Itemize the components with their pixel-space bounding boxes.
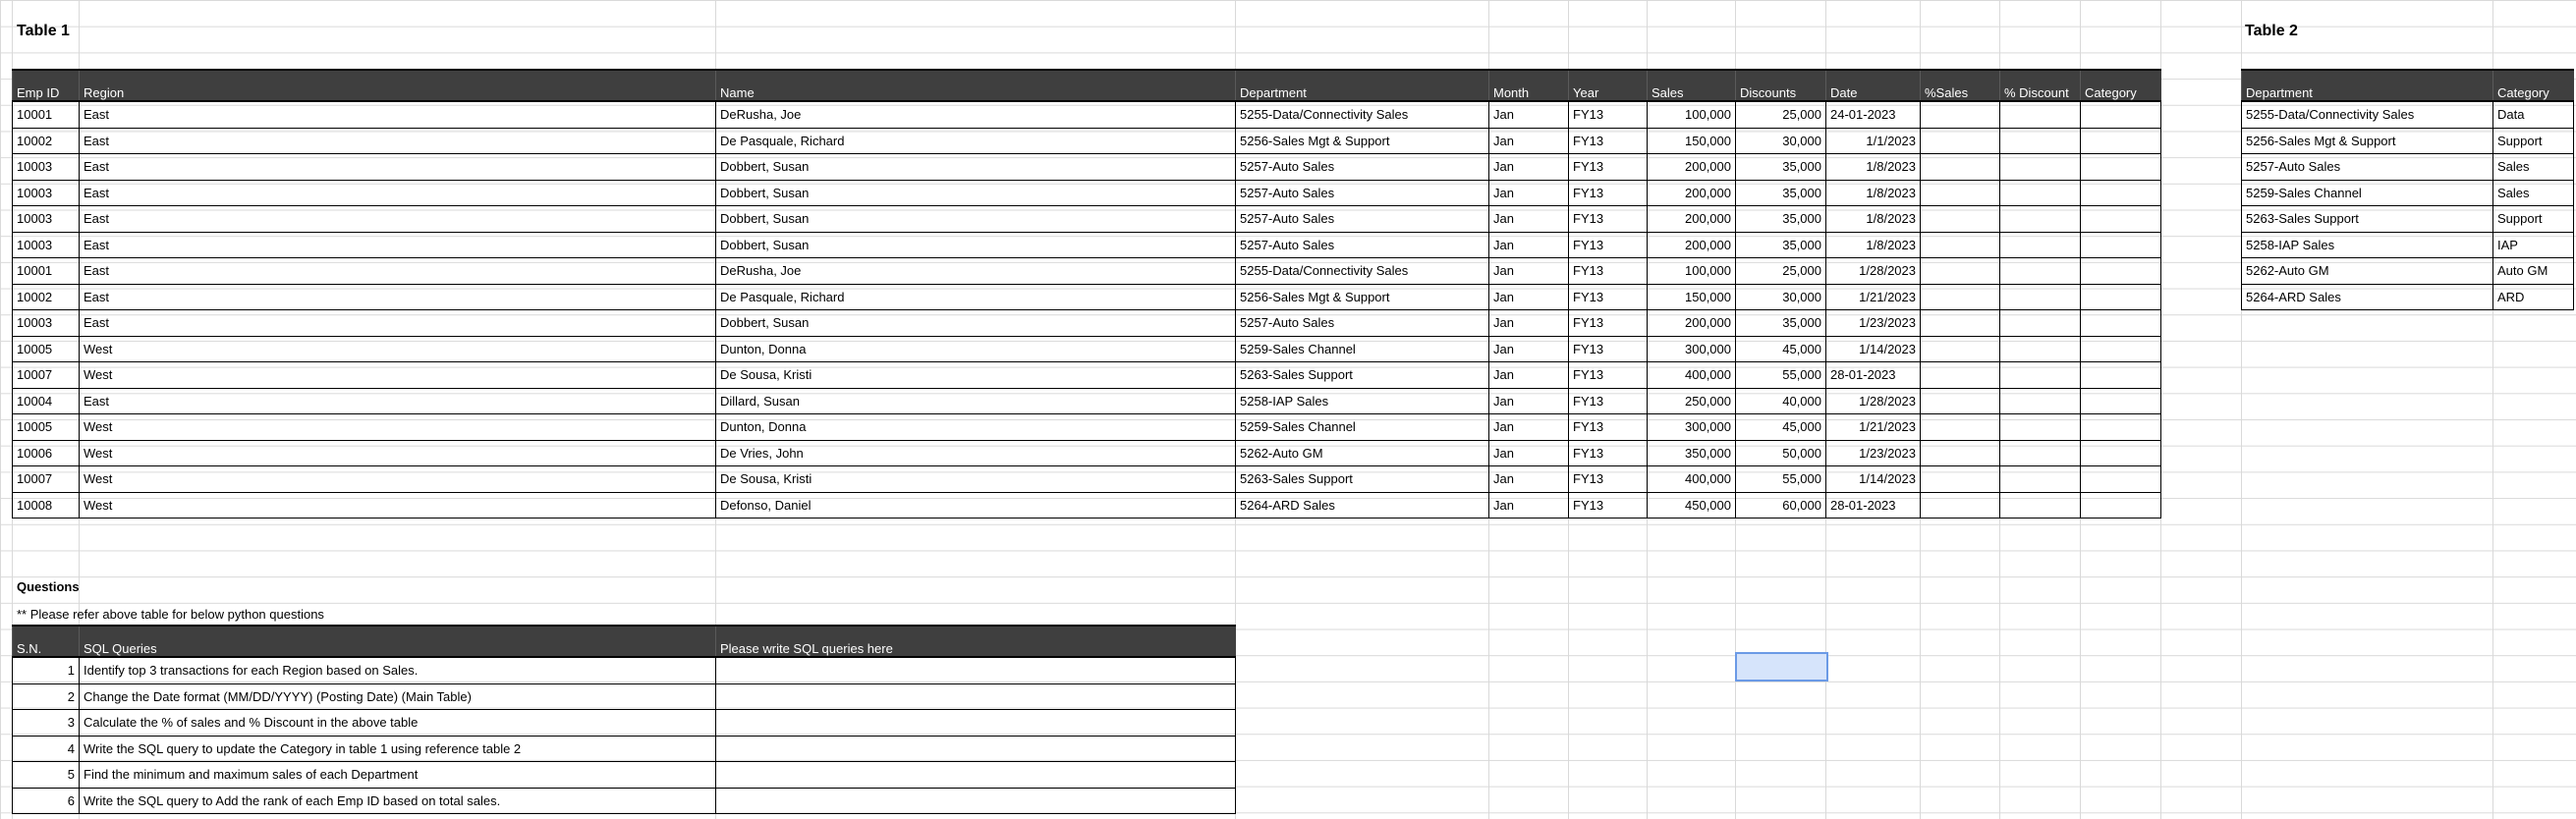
questions-cell[interactable]: Change the Date format (MM/DD/YYYY) (Posting Date) (Main Table) (80, 683, 716, 710)
table1-cell[interactable]: Jan (1489, 154, 1569, 181)
table1-cell[interactable] (2000, 180, 2081, 206)
table2-cell[interactable]: 5257-Auto Sales (2242, 154, 2493, 181)
questions-cell[interactable]: 4 (13, 736, 80, 762)
table1-cell[interactable]: Jan (1489, 440, 1569, 466)
table1-row (13, 258, 2161, 285)
table1-row (13, 284, 2161, 310)
table1-cell[interactable]: 35,000 (1736, 154, 1826, 181)
selected-cell[interactable] (1735, 652, 1828, 682)
table1-cell[interactable]: Jan (1489, 310, 1569, 337)
table1-cell[interactable]: FY13 (1569, 310, 1648, 337)
questions-row (13, 683, 1236, 710)
table1-row (13, 310, 2161, 337)
table1-cell[interactable]: East (80, 284, 716, 310)
table1-cell[interactable]: East (80, 388, 716, 414)
table1-cell[interactable] (2081, 388, 2161, 414)
table1-cell[interactable] (1921, 206, 2000, 233)
table2-cell[interactable]: ARD (2493, 284, 2574, 310)
table1-cell[interactable]: 35,000 (1736, 310, 1826, 337)
table1-cell[interactable]: FY13 (1569, 128, 1648, 154)
table2-cell[interactable]: Support (2493, 128, 2574, 154)
questions-row (13, 710, 1236, 737)
table1-cell[interactable]: 10001 (13, 258, 80, 285)
table1-cell[interactable]: West (80, 414, 716, 441)
questions-cell[interactable]: 6 (13, 788, 80, 814)
table1-cell[interactable] (1921, 388, 2000, 414)
table1-cell[interactable] (1921, 440, 2000, 466)
table1-cell[interactable]: Jan (1489, 414, 1569, 441)
table1-cell[interactable]: 150,000 (1648, 284, 1736, 310)
table1-cell[interactable]: 200,000 (1648, 232, 1736, 258)
table1-cell[interactable]: 40,000 (1736, 388, 1826, 414)
table1-cell[interactable]: 10005 (13, 336, 80, 362)
table1-cell[interactable]: 1/8/2023 (1826, 206, 1921, 233)
questions-cell[interactable]: Write the SQL query to Add the rank of each Emp ID based on total sales. (80, 788, 716, 814)
table1-header-discounts[interactable]: Discounts (1736, 70, 1826, 101)
questions-row (13, 657, 1236, 683)
table1-cell[interactable]: De Pasquale, Richard (716, 284, 1236, 310)
table2-row (2242, 232, 2574, 258)
table2-cell[interactable]: Support (2493, 206, 2574, 233)
table1-cell[interactable]: Jan (1489, 466, 1569, 493)
table1-cell[interactable]: 5262-Auto GM (1236, 440, 1489, 466)
table1-cell[interactable]: 10001 (13, 101, 80, 128)
table2-cell[interactable]: 5262-Auto GM (2242, 258, 2493, 285)
questions-row (13, 736, 1236, 762)
questions-row (13, 788, 1236, 814)
table1-cell[interactable]: 5259-Sales Channel (1236, 414, 1489, 441)
table1-row (13, 232, 2161, 258)
table1-cell[interactable]: 50,000 (1736, 440, 1826, 466)
table1-cell[interactable]: 55,000 (1736, 466, 1826, 493)
table2-cell[interactable]: Sales (2493, 154, 2574, 181)
table1-cell[interactable] (1921, 154, 2000, 181)
table1-cell[interactable]: 10003 (13, 154, 80, 181)
table1-cell[interactable]: Jan (1489, 388, 1569, 414)
table1-cell[interactable]: Jan (1489, 284, 1569, 310)
table1-cell[interactable]: 100,000 (1648, 101, 1736, 128)
questions-cell[interactable] (716, 736, 1236, 762)
table1-cell[interactable]: 5263-Sales Support (1236, 362, 1489, 389)
table1-cell[interactable]: 35,000 (1736, 206, 1826, 233)
table1-cell[interactable]: DeRusha, Joe (716, 258, 1236, 285)
table1-cell[interactable]: 400,000 (1648, 362, 1736, 389)
table1-cell[interactable]: 30,000 (1736, 128, 1826, 154)
table1-cell[interactable] (2081, 466, 2161, 493)
table1-cell[interactable]: Dunton, Donna (716, 336, 1236, 362)
table1-cell[interactable] (2000, 154, 2081, 181)
table1-cell[interactable]: East (80, 128, 716, 154)
table1-cell[interactable]: 300,000 (1648, 414, 1736, 441)
table1-header-date[interactable]: Date (1826, 70, 1921, 101)
table1-cell[interactable] (1921, 336, 2000, 362)
table1-cell[interactable]: 45,000 (1736, 414, 1826, 441)
questions-cell[interactable]: Calculate the % of sales and % Discount in the above table (80, 710, 716, 737)
table2-cell[interactable]: Data (2493, 101, 2574, 128)
table1-cell[interactable]: 1/14/2023 (1826, 336, 1921, 362)
table1-cell[interactable] (2000, 284, 2081, 310)
questions-label: Questions (17, 579, 80, 594)
table1-row (13, 206, 2161, 233)
table1-cell[interactable]: 5257-Auto Sales (1236, 232, 1489, 258)
table1-header-sales[interactable]: Sales (1648, 70, 1736, 101)
table1-cell[interactable]: Jan (1489, 232, 1569, 258)
table1-cell[interactable]: FY13 (1569, 414, 1648, 441)
table2-header-row (2242, 70, 2574, 101)
table1-row (13, 492, 2161, 519)
table1-cell[interactable]: FY13 (1569, 362, 1648, 389)
table1-cell[interactable] (2081, 101, 2161, 128)
table1-cell[interactable]: 150,000 (1648, 128, 1736, 154)
table1-cell[interactable]: 5257-Auto Sales (1236, 310, 1489, 337)
table1-cell[interactable]: FY13 (1569, 284, 1648, 310)
table1-row (13, 180, 2161, 206)
table1-cell[interactable]: 5255-Data/Connectivity Sales (1236, 258, 1489, 285)
table1-cell[interactable] (2081, 336, 2161, 362)
table1-cell[interactable]: 10007 (13, 362, 80, 389)
table1-cell[interactable] (1921, 414, 2000, 441)
table1-cell[interactable] (1921, 128, 2000, 154)
table1-cell[interactable]: West (80, 492, 716, 519)
table1-cell[interactable]: 100,000 (1648, 258, 1736, 285)
table1-cell[interactable] (2000, 258, 2081, 285)
table1-cell[interactable] (2000, 336, 2081, 362)
table1-cell[interactable] (2081, 414, 2161, 441)
table1-cell[interactable]: 5263-Sales Support (1236, 466, 1489, 493)
table1-header-department[interactable]: Department (1236, 70, 1489, 101)
questions-cell[interactable]: 1 (13, 657, 80, 683)
table2-cell[interactable]: 5255-Data/Connectivity Sales (2242, 101, 2493, 128)
table1-cell[interactable]: East (80, 180, 716, 206)
table1-body (13, 101, 2161, 519)
table1-cell[interactable]: 200,000 (1648, 180, 1736, 206)
table1-cell[interactable] (2081, 154, 2161, 181)
table1-cell[interactable]: 1/21/2023 (1826, 414, 1921, 441)
table1-header-year[interactable]: Year (1569, 70, 1648, 101)
table1-cell[interactable]: 200,000 (1648, 206, 1736, 233)
table1-cell[interactable]: Defonso, Daniel (716, 492, 1236, 519)
table2-cell[interactable]: Auto GM (2493, 258, 2574, 285)
table1-cell[interactable]: 5256-Sales Mgt & Support (1236, 128, 1489, 154)
table1-row (13, 466, 2161, 493)
table1-cell[interactable]: FY13 (1569, 101, 1648, 128)
table1-cell[interactable] (2081, 206, 2161, 233)
table1-cell[interactable]: West (80, 466, 716, 493)
table1-cell[interactable]: De Sousa, Kristi (716, 362, 1236, 389)
table1-cell[interactable]: 1/8/2023 (1826, 154, 1921, 181)
table1-cell[interactable]: 55,000 (1736, 362, 1826, 389)
table1-cell[interactable] (2081, 492, 2161, 519)
table1-cell[interactable] (1921, 101, 2000, 128)
table1-cell[interactable]: 10002 (13, 128, 80, 154)
table1-cell[interactable]: West (80, 440, 716, 466)
table1-cell[interactable]: East (80, 101, 716, 128)
table1-cell[interactable]: 10002 (13, 284, 80, 310)
table2-row (2242, 101, 2574, 128)
table1-cell[interactable]: FY13 (1569, 258, 1648, 285)
table1-cell[interactable]: 10007 (13, 466, 80, 493)
table2 (2241, 69, 2574, 310)
table1-cell[interactable]: Jan (1489, 362, 1569, 389)
table1-cell[interactable]: 35,000 (1736, 180, 1826, 206)
table1-cell[interactable] (2081, 440, 2161, 466)
table1-header-category[interactable]: Category (2081, 70, 2161, 101)
table1-cell[interactable]: De Pasquale, Richard (716, 128, 1236, 154)
table1-cell[interactable] (2000, 232, 2081, 258)
questions-cell[interactable]: 5 (13, 762, 80, 789)
table1-cell[interactable] (1921, 466, 2000, 493)
table1-cell[interactable]: West (80, 336, 716, 362)
table2-row (2242, 154, 2574, 181)
table1-cell[interactable]: 350,000 (1648, 440, 1736, 466)
table1-cell[interactable]: De Sousa, Kristi (716, 466, 1236, 493)
table1-cell[interactable]: Dobbert, Susan (716, 154, 1236, 181)
table2-cell[interactable]: 5263-Sales Support (2242, 206, 2493, 233)
table1-cell[interactable]: 1/1/2023 (1826, 128, 1921, 154)
table1-cell[interactable]: 1/28/2023 (1826, 258, 1921, 285)
questions-cell[interactable]: Identify top 3 transactions for each Region based on Sales. (80, 657, 716, 683)
table1-cell[interactable] (1921, 284, 2000, 310)
table1-cell[interactable]: Jan (1489, 128, 1569, 154)
table1-cell[interactable] (2081, 258, 2161, 285)
table1-cell[interactable]: 1/23/2023 (1826, 440, 1921, 466)
table1-cell[interactable]: FY13 (1569, 336, 1648, 362)
table2-cell[interactable]: 5264-ARD Sales (2242, 284, 2493, 310)
table1-cell[interactable]: 10005 (13, 414, 80, 441)
table1-header-row (13, 70, 2161, 101)
table1-cell[interactable]: 1/23/2023 (1826, 310, 1921, 337)
questions-header-sql-queries[interactable]: SQL Queries (80, 626, 716, 657)
table1-cell[interactable]: 10003 (13, 232, 80, 258)
table1-cell[interactable]: East (80, 232, 716, 258)
table1-cell[interactable] (1921, 492, 2000, 519)
table1-header-sales[interactable]: %Sales (1921, 70, 2000, 101)
table1-cell[interactable]: FY13 (1569, 440, 1648, 466)
table1-cell[interactable]: 1/8/2023 (1826, 232, 1921, 258)
table1-cell[interactable]: De Vries, John (716, 440, 1236, 466)
questions-body (13, 657, 1236, 814)
table1-row (13, 388, 2161, 414)
questions-note: ** Please refer above table for below python questions (17, 607, 324, 622)
table1-cell[interactable] (2081, 284, 2161, 310)
table1-cell[interactable]: Jan (1489, 258, 1569, 285)
table1-title: Table 1 (17, 23, 70, 39)
table1-row (13, 336, 2161, 362)
questions-cell[interactable]: Find the minimum and maximum sales of each Department (80, 762, 716, 789)
table1-cell[interactable]: Dobbert, Susan (716, 206, 1236, 233)
table1-cell[interactable]: 10006 (13, 440, 80, 466)
table1-cell[interactable]: 1/14/2023 (1826, 466, 1921, 493)
table1-cell[interactable]: 24-01-2023 (1826, 101, 1921, 128)
table1-cell[interactable]: DeRusha, Joe (716, 101, 1236, 128)
table1-cell[interactable]: 5257-Auto Sales (1236, 154, 1489, 181)
table1-cell[interactable] (2000, 388, 2081, 414)
table1-cell[interactable]: 10003 (13, 310, 80, 337)
table1-cell[interactable]: Dobbert, Susan (716, 232, 1236, 258)
table2-row (2242, 258, 2574, 285)
table1-cell[interactable]: East (80, 258, 716, 285)
questions-row (13, 762, 1236, 789)
table1-cell[interactable] (2081, 232, 2161, 258)
table1-cell[interactable]: 5259-Sales Channel (1236, 336, 1489, 362)
questions-header-s-n[interactable]: S.N. (13, 626, 80, 657)
table2-title: Table 2 (2245, 23, 2298, 39)
table2-cell[interactable]: IAP (2493, 232, 2574, 258)
table1-cell[interactable] (2081, 362, 2161, 389)
table1-cell[interactable]: FY13 (1569, 492, 1648, 519)
table1-cell[interactable]: Jan (1489, 180, 1569, 206)
table1-cell[interactable]: 10004 (13, 388, 80, 414)
table1-header-region[interactable]: Region (80, 70, 716, 101)
table1-cell[interactable]: 5257-Auto Sales (1236, 180, 1489, 206)
table1-cell[interactable]: 1/8/2023 (1826, 180, 1921, 206)
questions-cell[interactable]: 3 (13, 710, 80, 737)
table1-cell[interactable]: East (80, 206, 716, 233)
table1-cell[interactable] (1921, 232, 2000, 258)
table1-cell[interactable]: West (80, 362, 716, 389)
table1-cell[interactable]: 10003 (13, 180, 80, 206)
table1-cell[interactable]: Jan (1489, 336, 1569, 362)
table1-header-name[interactable]: Name (716, 70, 1236, 101)
questions-cell[interactable] (716, 657, 1236, 683)
table2-cell[interactable]: 5256-Sales Mgt & Support (2242, 128, 2493, 154)
questions-cell[interactable]: Write the SQL query to update the Category in table 1 using reference table 2 (80, 736, 716, 762)
table1-cell[interactable] (1921, 310, 2000, 337)
questions-header-please-write-sql-queries-here[interactable]: Please write SQL queries here (716, 626, 1236, 657)
table1-cell[interactable]: Jan (1489, 206, 1569, 233)
table1-header-emp-id[interactable]: Emp ID (13, 70, 80, 101)
table2-cell[interactable]: 5258-IAP Sales (2242, 232, 2493, 258)
table1-row (13, 362, 2161, 389)
table1-cell[interactable]: 28-01-2023 (1826, 362, 1921, 389)
table1-cell[interactable]: Dillard, Susan (716, 388, 1236, 414)
table1-cell[interactable] (2000, 466, 2081, 493)
questions-cell[interactable]: 2 (13, 683, 80, 710)
table1-cell[interactable]: East (80, 310, 716, 337)
table1-row (13, 440, 2161, 466)
table1-cell[interactable] (1921, 258, 2000, 285)
table1-cell[interactable]: 5256-Sales Mgt & Support (1236, 284, 1489, 310)
table1 (12, 69, 2161, 519)
questions-cell[interactable] (716, 788, 1236, 814)
table1-cell[interactable] (1921, 180, 2000, 206)
table1-cell[interactable]: 60,000 (1736, 492, 1826, 519)
table1-cell[interactable]: 5264-ARD Sales (1236, 492, 1489, 519)
table1-cell[interactable]: East (80, 154, 716, 181)
table2-row (2242, 206, 2574, 233)
questions-table (12, 625, 1236, 814)
table1-cell[interactable]: 5258-IAP Sales (1236, 388, 1489, 414)
table1-cell[interactable]: Dunton, Donna (716, 414, 1236, 441)
table1-cell[interactable] (2000, 310, 2081, 337)
questions-header-row (13, 626, 1236, 657)
table1-cell[interactable]: 35,000 (1736, 232, 1826, 258)
table1-cell[interactable] (1921, 362, 2000, 389)
table1-cell[interactable]: FY13 (1569, 466, 1648, 493)
table2-cell[interactable]: Sales (2493, 180, 2574, 206)
table2-header-category[interactable]: Category (2493, 70, 2574, 101)
table1-cell[interactable]: FY13 (1569, 206, 1648, 233)
table1-row (13, 154, 2161, 181)
table1-cell[interactable]: 45,000 (1736, 336, 1826, 362)
table1-cell[interactable]: 300,000 (1648, 336, 1736, 362)
table1-header-discount[interactable]: % Discount (2000, 70, 2081, 101)
table1-cell[interactable] (2000, 206, 2081, 233)
table1-cell[interactable]: FY13 (1569, 388, 1648, 414)
table1-row (13, 414, 2161, 441)
table1-cell[interactable]: 450,000 (1648, 492, 1736, 519)
table1-cell[interactable] (2000, 101, 2081, 128)
table1-row (13, 128, 2161, 154)
table1-cell[interactable]: 30,000 (1736, 284, 1826, 310)
table2-body (2242, 101, 2574, 310)
questions-cell[interactable] (716, 710, 1236, 737)
table1-cell[interactable] (2081, 128, 2161, 154)
table1-cell[interactable]: 200,000 (1648, 310, 1736, 337)
table1-cell[interactable]: 400,000 (1648, 466, 1736, 493)
table1-cell[interactable]: 10008 (13, 492, 80, 519)
table1-cell[interactable]: 25,000 (1736, 101, 1826, 128)
table1-cell[interactable] (2000, 414, 2081, 441)
table1-cell[interactable]: FY13 (1569, 232, 1648, 258)
table1-cell[interactable]: 1/28/2023 (1826, 388, 1921, 414)
table1-header-month[interactable]: Month (1489, 70, 1569, 101)
table1-cell[interactable]: 28-01-2023 (1826, 492, 1921, 519)
table2-cell[interactable]: 5259-Sales Channel (2242, 180, 2493, 206)
table1-cell[interactable] (2000, 362, 2081, 389)
table1-cell[interactable]: 200,000 (1648, 154, 1736, 181)
table1-cell[interactable]: 25,000 (1736, 258, 1826, 285)
table1-cell[interactable]: FY13 (1569, 154, 1648, 181)
table1-cell[interactable] (2000, 128, 2081, 154)
table2-row (2242, 284, 2574, 310)
table1-cell[interactable]: Dobbert, Susan (716, 310, 1236, 337)
table1-cell[interactable]: 10003 (13, 206, 80, 233)
table1-cell[interactable] (2000, 492, 2081, 519)
questions-cell[interactable] (716, 762, 1236, 789)
table1-cell[interactable] (2081, 180, 2161, 206)
questions-cell[interactable] (716, 683, 1236, 710)
table2-header-department[interactable]: Department (2242, 70, 2493, 101)
table1-cell[interactable]: 1/21/2023 (1826, 284, 1921, 310)
table1-cell[interactable]: FY13 (1569, 180, 1648, 206)
table1-cell[interactable] (2000, 440, 2081, 466)
table1-cell[interactable]: Jan (1489, 101, 1569, 128)
table1-cell[interactable]: 5257-Auto Sales (1236, 206, 1489, 233)
table1-cell[interactable] (2081, 310, 2161, 337)
table1-cell[interactable]: 5255-Data/Connectivity Sales (1236, 101, 1489, 128)
table1-cell[interactable]: Dobbert, Susan (716, 180, 1236, 206)
table2-row (2242, 128, 2574, 154)
table1-cell[interactable]: Jan (1489, 492, 1569, 519)
table1-row (13, 101, 2161, 128)
table1-cell[interactable]: 250,000 (1648, 388, 1736, 414)
table2-row (2242, 180, 2574, 206)
